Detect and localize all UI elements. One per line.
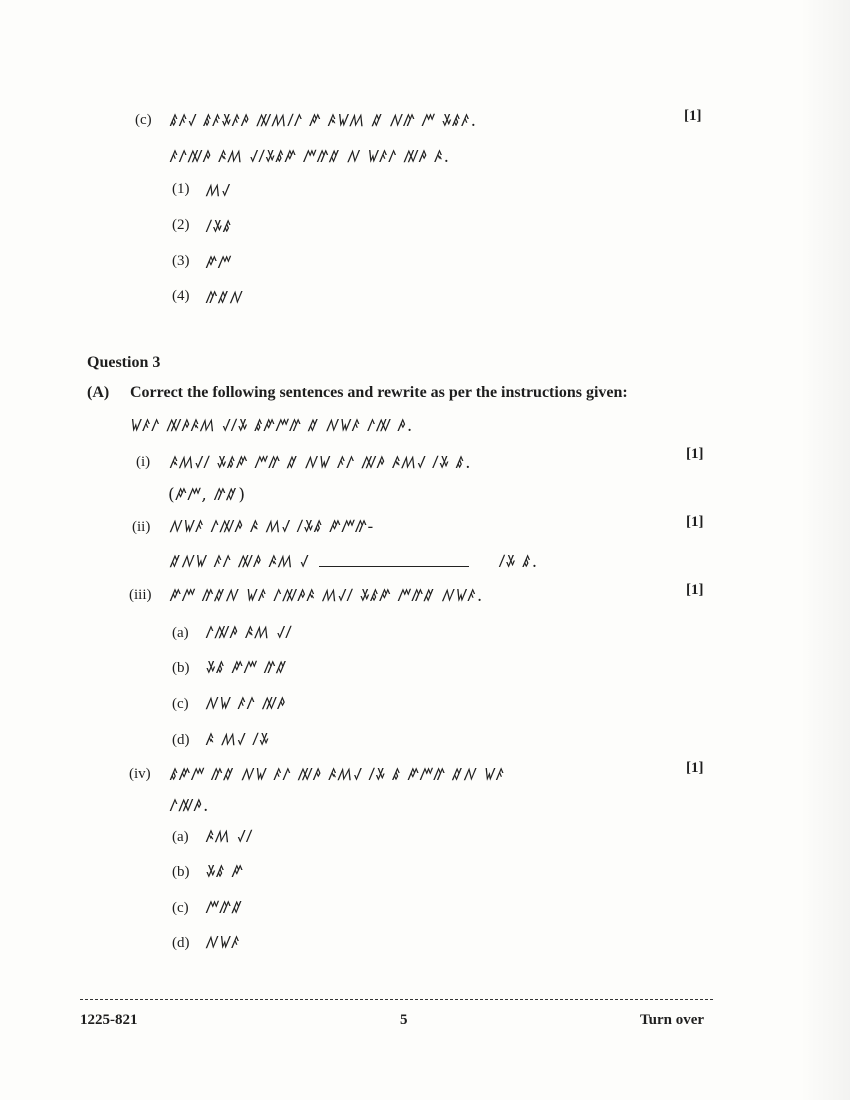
option-2-text: ꤷꤸꤹ	[206, 217, 233, 237]
item-iv-option-b-text: ꤸꤹ ꤺ	[206, 862, 245, 882]
part-a-label: (A)	[87, 384, 110, 401]
question-c-mark: [1]	[684, 108, 702, 124]
item-iv-option-c-number: (c)	[172, 900, 189, 916]
option-4-text: ꤼꤽꤾ	[206, 288, 244, 308]
item-iii-option-b-number: (b)	[172, 660, 190, 676]
question-c-label: (c)	[135, 112, 152, 128]
item-iii-option-c-text: ꤾꤿ ꤰꤱ ꤲꤳ	[206, 694, 287, 714]
item-i-mark: [1]	[686, 446, 704, 462]
question-3-title: Question 3	[87, 354, 161, 371]
item-i-line1: ꤴꤵꤶꤷ ꤸꤹꤺ ꤻꤼ ꤽ ꤾꤿ ꤰꤱ ꤲꤳ ꤴꤵꤶ ꤷꤸ ꤹ.	[170, 453, 472, 473]
fill-in-blank	[319, 554, 469, 567]
footer-divider	[80, 999, 713, 1000]
item-iii-option-a-text: ꤱꤲꤳ ꤴꤵ ꤶꤷ	[206, 623, 293, 643]
item-iv-number: (iv)	[129, 766, 151, 782]
intro-line: ꤿꤰꤱ ꤲꤳꤴꤵ ꤶꤷꤸ ꤹꤺꤻꤼ ꤽ ꤾꤿꤰ ꤱꤲ ꤳ.	[130, 416, 414, 436]
item-ii-line1: ꤾꤿꤰ ꤱꤲꤳ ꤴ ꤵꤶ ꤷꤸꤹ ꤺꤻꤼ-	[170, 517, 375, 537]
item-iv-option-a-number: (a)	[172, 829, 189, 845]
item-iv-line1: ꤹꤺꤻ ꤼꤽ ꤾꤿ ꤰꤱ ꤲꤳ ꤴꤵꤶ ꤷꤸ ꤹ ꤺꤻꤼ ꤽꤾ ꤿꤰ	[170, 765, 506, 785]
item-iv-line2: ꤱꤲꤳ.	[170, 796, 210, 816]
item-ii-number: (ii)	[132, 519, 151, 535]
item-iii-option-b-text: ꤸꤹ ꤺꤻ ꤼꤽ	[206, 658, 289, 678]
item-iii-line: ꤺꤻ ꤼꤽꤾ ꤿꤰ ꤱꤲꤳꤴ ꤵꤶꤷ ꤸꤹꤺ ꤻꤼꤽ ꤾꤿꤰ.	[170, 586, 484, 606]
item-iii-mark: [1]	[686, 582, 704, 598]
item-iii-option-d-text: ꤴ ꤵꤶ ꤷꤸ	[206, 730, 270, 750]
item-ii-line2	[170, 549, 538, 572]
item-ii-mark: [1]	[686, 514, 704, 530]
option-3-number: (3)	[172, 253, 190, 269]
item-iv-option-d-text: ꤾꤿꤰ	[206, 933, 241, 953]
turn-over-note: Turn over	[640, 1012, 705, 1028]
item-i-number: (i)	[136, 454, 151, 470]
item-iv-option-a-text: ꤴꤵ ꤶꤷ	[206, 827, 253, 847]
item-iii-option-a-number: (a)	[172, 625, 189, 641]
paper-code: 1225-821	[80, 1012, 138, 1028]
option-1-text: ꤵꤶ	[206, 181, 231, 201]
question-c-line1: ꤹꤰꤶ ꤹꤰꤸꤰꤳ ꤲꤵꤷꤱ ꤺ ꤴꤿꤵ ꤽ ꤾꤼ ꤻ ꤸꤹꤰ.	[170, 111, 478, 131]
item-iv-option-d-number: (d)	[172, 935, 190, 951]
option-2-number: (2)	[172, 217, 190, 233]
item-i-line2: (ꤺꤻ, ꤼꤽ)	[168, 485, 246, 505]
option-1-number: (1)	[172, 181, 190, 197]
page-number: 5	[400, 1012, 408, 1028]
item-iv-option-b-number: (b)	[172, 864, 190, 880]
option-4-number: (4)	[172, 288, 190, 304]
item-iii-number: (iii)	[129, 587, 152, 603]
instruction-text: Correct the following sentences and rewrite as per the instructions given:	[130, 384, 628, 401]
item-iv-option-c-text: ꤻꤼꤽ	[206, 898, 244, 918]
page-bleed-shadow	[800, 0, 850, 1100]
item-iii-option-d-number: (d)	[172, 732, 190, 748]
item-ii-line2-start: ꤽꤾꤿ ꤰꤱ ꤲꤳ ꤴꤵ ꤶ	[170, 552, 310, 572]
item-iv-mark: [1]	[686, 760, 704, 776]
option-3-text: ꤺꤻ	[206, 253, 232, 273]
item-iii-option-c-number: (c)	[172, 696, 189, 712]
question-c-line2: ꤰꤱꤲꤳ ꤴꤵ ꤶꤷꤸꤹꤺ ꤻꤼꤽ ꤾ ꤿꤰꤱ ꤲꤳ ꤴ.	[170, 147, 450, 167]
item-ii-line2-end: ꤷꤸ ꤹ.	[499, 552, 539, 572]
